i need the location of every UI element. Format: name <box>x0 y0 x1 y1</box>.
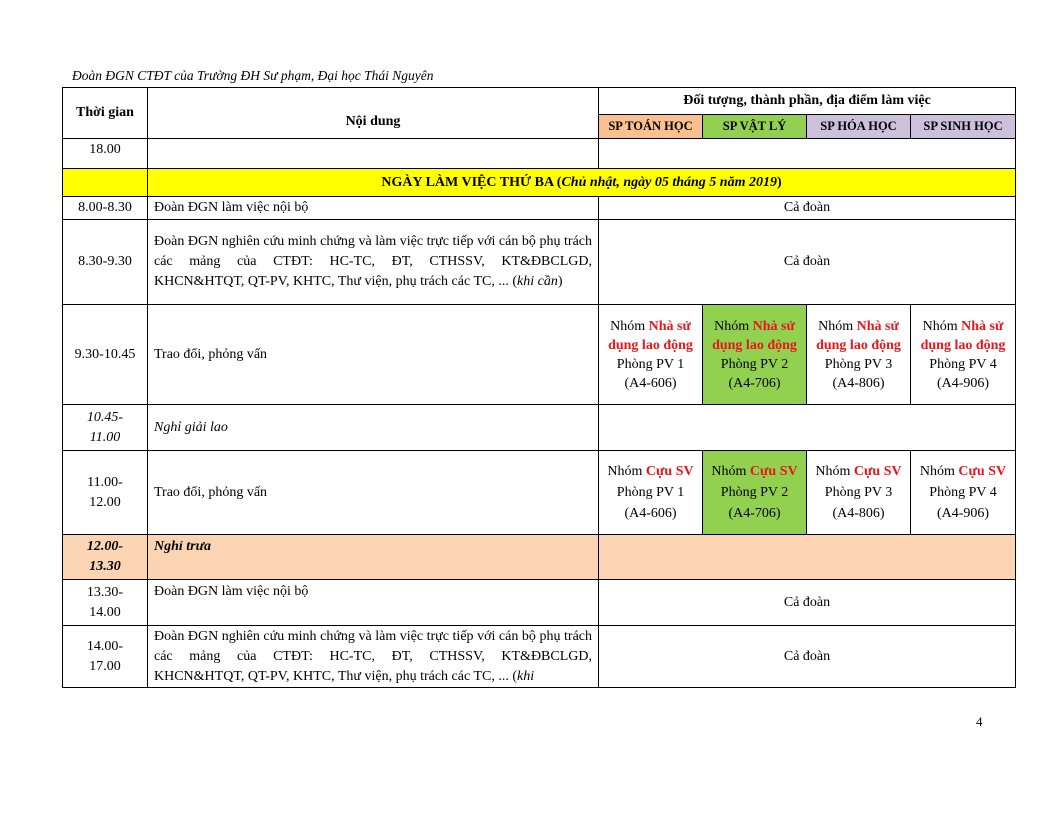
room-label: Phòng PV 3 <box>824 485 893 500</box>
room-label: Phòng PV 4 <box>929 356 997 372</box>
group-cell-vatly <box>703 451 807 535</box>
group-name: Cựu SV <box>749 464 798 479</box>
subject-hoa-header: SP HÓA HỌC <box>807 115 911 139</box>
day-banner-suffix: ) <box>776 174 782 190</box>
room-code: (A4-806) <box>832 506 885 521</box>
time-cell: 13.30-14.00 <box>63 580 148 626</box>
group-prefix: Nhóm <box>919 464 959 479</box>
group-cell-toan <box>599 305 703 405</box>
room-code: (A4-706) <box>728 375 781 391</box>
group-cell: Cả đoàn <box>599 626 1016 688</box>
content-cell: Nghỉ giải lao <box>148 405 599 451</box>
room-code: (A4-806) <box>832 375 885 391</box>
day-banner <box>148 169 1016 197</box>
banner-blank-cell <box>63 169 148 197</box>
group-prefix: Nhóm <box>922 318 962 334</box>
content-text: Đoàn ĐGN nghiên cứu minh chứng và làm việc trực tiếp với cán bộ phụ trách các mảng của CTĐT: HC-TC, ĐT, CTHSSV, KT&ĐBCLGD, KHCN&HTQT, QT-PV, KHTC, Thư viện, phụ trách các TC, ... ( <box>154 629 592 684</box>
room-label: Phòng PV 1 <box>616 356 685 372</box>
room-code: (A4-906) <box>936 506 990 521</box>
group-name: Nhà sử dụng lao động <box>608 318 693 353</box>
day-banner-prefix: NGÀY LÀM VIỆC THỨ BA ( <box>381 174 562 190</box>
group-cell: Cả đoàn <box>599 220 1016 305</box>
group-name: Nhà sử dụng lao động <box>920 318 1006 353</box>
room-code: (A4-906) <box>936 375 990 391</box>
room-label: Phòng PV 2 <box>720 485 789 500</box>
room-label: Phòng PV 2 <box>720 356 789 372</box>
group-prefix: Nhóm <box>607 464 646 479</box>
table-row <box>63 305 1016 405</box>
group-cell-sinh <box>911 305 1016 405</box>
subject-toan-header: SP TOÁN HỌC <box>599 115 703 139</box>
room-code: (A4-706) <box>728 506 781 521</box>
time-cell: 10.45-11.00 <box>63 405 148 451</box>
group-cell-sinh <box>911 451 1016 535</box>
group-prefix: Nhóm <box>818 318 857 334</box>
time-cell: 8.30-9.30 <box>63 220 148 305</box>
time-cell: 12.00-13.30 <box>63 535 148 580</box>
group-cell <box>599 139 1016 169</box>
lunch-row <box>63 535 1016 580</box>
time-cell: 11.00-12.00 <box>63 451 148 535</box>
schedule-table <box>62 87 1016 688</box>
time-column-header: Thời gian <box>63 88 148 139</box>
time-cell: 14.00-17.00 <box>63 626 148 688</box>
content-cell: Trao đổi, phỏng vấn <box>148 305 599 405</box>
group-column-header: Đối tượng, thành phần, địa điểm làm việc <box>599 88 1016 115</box>
group-cell: Cả đoàn <box>599 580 1016 626</box>
room-label: Phòng PV 3 <box>824 356 893 372</box>
group-name: Nhà sử dụng lao động <box>816 318 901 353</box>
room-label: Phòng PV 4 <box>929 485 997 500</box>
table-row <box>63 197 1016 220</box>
table-header-row <box>63 88 1016 115</box>
content-italic: khi cần <box>517 274 558 289</box>
time-cell: 9.30-10.45 <box>63 305 148 405</box>
group-name: Cựu SV <box>645 464 694 479</box>
time-cell: 18.00 <box>63 139 148 169</box>
content-cell <box>148 220 599 305</box>
day-banner-date: Chủ nhật, ngày 05 tháng 5 năm 2019 <box>561 174 777 190</box>
table-row <box>63 580 1016 626</box>
time-cell: 8.00-8.30 <box>63 197 148 220</box>
group-cell: Cả đoàn <box>599 197 1016 220</box>
room-label: Phòng PV 1 <box>616 485 685 500</box>
page-number: 4 <box>976 714 983 729</box>
group-prefix: Nhóm <box>815 464 854 479</box>
document-header: Đoàn ĐGN CTĐT của Trường ĐH Sư phạm, Đại học Thái Nguyên <box>72 68 434 83</box>
group-prefix: Nhóm <box>714 318 753 334</box>
table-row <box>63 626 1016 688</box>
group-cell-hoa <box>807 305 911 405</box>
group-name: Nhà sử dụng lao động <box>712 318 797 353</box>
group-cell-vatly <box>703 305 807 405</box>
group-name: Cựu SV <box>958 464 1007 479</box>
table-row <box>63 451 1016 535</box>
content-column-header: Nội dung <box>148 88 599 139</box>
group-prefix: Nhóm <box>711 464 750 479</box>
table-row <box>63 139 1016 169</box>
content-cell <box>148 139 599 169</box>
room-code: (A4-606) <box>624 375 677 391</box>
content-cell: Đoàn ĐGN làm việc nội bộ <box>148 197 599 220</box>
table-row <box>63 220 1016 305</box>
group-prefix: Nhóm <box>610 318 649 334</box>
table-row <box>63 405 1016 451</box>
content-text: Đoàn ĐGN nghiên cứu minh chứng và làm việc trực tiếp với cán bộ phụ trách các mảng của CTĐT: HC-TC, ĐT, CTHSSV, KT&ĐBCLGD, KHCN&HTQT, QT-PV, KHTC, Thư viện, phụ trách các TC, ... ( <box>154 234 592 289</box>
subject-sinh-header: SP SINH HỌC <box>911 115 1016 139</box>
content-cell <box>148 626 599 688</box>
content-end: ) <box>557 274 563 289</box>
content-cell: Đoàn ĐGN làm việc nội bộ <box>148 580 599 626</box>
room-code: (A4-606) <box>624 506 677 521</box>
group-cell <box>599 405 1016 451</box>
group-name: Cựu SV <box>853 464 902 479</box>
content-italic: khi <box>517 669 535 684</box>
content-cell: Trao đổi, phỏng vấn <box>148 451 599 535</box>
group-cell <box>599 535 1016 580</box>
subject-vatly-header: SP VẬT LÝ <box>703 115 807 139</box>
day-banner-row <box>63 169 1016 197</box>
group-cell-hoa <box>807 451 911 535</box>
content-cell: Nghỉ trưa <box>148 535 599 580</box>
group-cell-toan <box>599 451 703 535</box>
